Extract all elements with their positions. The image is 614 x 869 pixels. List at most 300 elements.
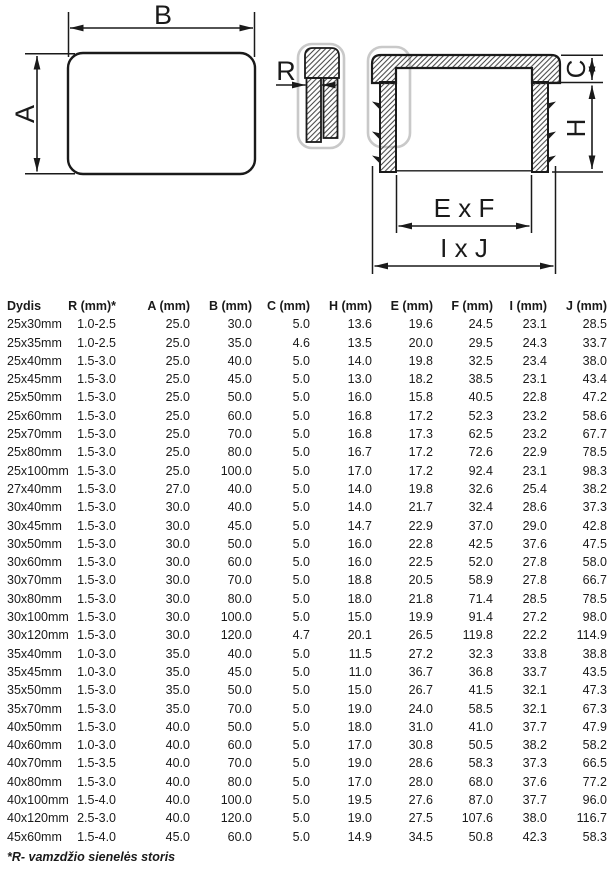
table-cell: 32.1 [522, 701, 547, 716]
table-cell: 37.7 [522, 793, 547, 808]
table-row [0, 608, 607, 626]
table-cell: 43.5 [582, 664, 607, 679]
table-cell: 5.0 [292, 317, 310, 332]
table-cell: 80.0 [227, 774, 252, 789]
table-cell: 5.0 [292, 372, 310, 387]
table-cell: 13.6 [347, 317, 372, 332]
table-cell: 35x45mm [7, 664, 62, 679]
table-cell: 1.5-3.0 [77, 445, 116, 460]
table-cell: 20.1 [347, 628, 372, 643]
table-row [0, 791, 607, 809]
table-row [0, 663, 607, 681]
table-cell: 35x50mm [7, 683, 62, 698]
table-cell: 40.0 [165, 793, 190, 808]
table-cell: 25x35mm [7, 335, 62, 350]
table-cell: 70.0 [227, 756, 252, 771]
table-cell: 78.5 [582, 445, 607, 460]
table-cell: 1.0-3.0 [77, 664, 116, 679]
table-cell: 4.7 [292, 628, 310, 643]
section-head-profile [305, 48, 339, 78]
table-cell: 40x50mm [7, 719, 62, 734]
table-cell: 5.0 [292, 463, 310, 478]
table-footnote: *R- vamzdžio sienelės storis [7, 849, 176, 864]
table-cell: 40.0 [227, 481, 252, 496]
table-cell: 25x70mm [7, 427, 62, 442]
table-cell: 4.6 [292, 335, 310, 350]
table-cell: 98.0 [582, 610, 607, 625]
table-cell: 17.3 [408, 427, 433, 442]
table-cell: 30.0 [165, 536, 190, 551]
table-cell: 30x45mm [7, 518, 62, 533]
table-cell: 114.9 [576, 628, 607, 643]
table-cell: 5.0 [292, 353, 310, 368]
table-cell: 38.2 [582, 481, 607, 496]
table-cell: 36.8 [468, 664, 493, 679]
table-cell: 62.5 [468, 427, 493, 442]
table-cell: 70.0 [227, 573, 252, 588]
table-cell: 5.0 [292, 811, 310, 826]
table-cell: 47.9 [582, 719, 607, 734]
label-ixj: I x J [440, 233, 488, 263]
table-cell: 1.5-3.0 [77, 481, 116, 496]
technical-drawing [0, 0, 614, 295]
table-cell: 71.4 [468, 591, 493, 606]
table-cell: 60.0 [227, 738, 252, 753]
table-cell: 60.0 [227, 555, 252, 570]
table-cell: 1.5-4.0 [77, 793, 116, 808]
table-cell: 32.1 [522, 683, 547, 698]
table-cell: 41.0 [468, 719, 493, 734]
table-cell: 5.0 [292, 500, 310, 515]
table-cell: 120.0 [220, 628, 252, 643]
table-row [0, 754, 607, 772]
table-cell: 38.0 [582, 353, 607, 368]
table-cell: 25.4 [522, 481, 547, 496]
table-cell: 24.0 [408, 701, 433, 716]
table-cell: 80.0 [227, 591, 252, 606]
table-cell: 21.7 [408, 500, 433, 515]
table-cell: 1.5-3.0 [77, 427, 116, 442]
table-cell: 19.8 [408, 353, 433, 368]
table-cell: 50.0 [227, 536, 252, 551]
table-cell: 16.8 [347, 408, 372, 423]
table-cell: 37.3 [522, 756, 547, 771]
table-cell: 14.0 [347, 353, 372, 368]
table-cell: 1.0-3.0 [77, 738, 116, 753]
table-cell: 25.0 [165, 335, 190, 350]
table-cell: 2.5-3.0 [77, 811, 116, 826]
table-cell: 1.5-3.0 [77, 701, 116, 716]
table-cell: 1.5-3.0 [77, 536, 116, 551]
table-cell: 47.3 [582, 683, 607, 698]
table-cell: 5.0 [292, 664, 310, 679]
table-cell: 25.0 [165, 427, 190, 442]
table-cell: 25x30mm [7, 317, 62, 332]
table-cell: 45.0 [227, 372, 252, 387]
table-cell: 43.4 [582, 372, 607, 387]
table-cell: 52.3 [468, 408, 493, 423]
table-cell: 35.0 [165, 683, 190, 698]
table-cell: 26.5 [408, 628, 433, 643]
table-cell: 45.0 [165, 829, 190, 844]
table-cell: 27x40mm [7, 481, 62, 496]
table-cell: 15.8 [408, 390, 433, 405]
column-header: A (mm) [147, 299, 190, 313]
table-cell: 19.0 [347, 756, 372, 771]
table-cell: 36.7 [408, 664, 433, 679]
table-cell: 25.0 [165, 317, 190, 332]
table-cell: 29.0 [522, 518, 547, 533]
table-cell: 27.8 [522, 555, 547, 570]
table-cell: 5.0 [292, 756, 310, 771]
table-cell: 30.0 [227, 317, 252, 332]
table-cell: 5.0 [292, 738, 310, 753]
table-cell: 19.5 [347, 793, 372, 808]
table-cell: 1.5-3.0 [77, 518, 116, 533]
table-cell: 14.0 [347, 500, 372, 515]
table-cell: 30x40mm [7, 500, 62, 515]
label-exf: E x F [433, 193, 495, 223]
table-cell: 5.0 [292, 481, 310, 496]
table-cell: 40.0 [227, 646, 252, 661]
table-cell: 58.3 [582, 829, 607, 844]
table-cell: 1.5-3.0 [77, 591, 116, 606]
table-cell: 20.0 [408, 335, 433, 350]
table-cell: 17.0 [347, 738, 372, 753]
table-cell: 5.0 [292, 555, 310, 570]
table-cell: 37.6 [522, 774, 547, 789]
table-cell: 42.3 [522, 829, 547, 844]
table-cell: 50.5 [468, 738, 493, 753]
table-cell: 20.5 [408, 573, 433, 588]
column-header: I (mm) [509, 299, 547, 313]
table-cell: 38.5 [468, 372, 493, 387]
column-header: F (mm) [451, 299, 493, 313]
table-cell: 5.0 [292, 591, 310, 606]
table-cell: 60.0 [227, 829, 252, 844]
table-row [0, 517, 607, 535]
table-row [0, 407, 607, 425]
table-cell: 5.0 [292, 445, 310, 460]
column-header: H (mm) [328, 299, 372, 313]
table-cell: 22.2 [522, 628, 547, 643]
table-row [0, 626, 607, 644]
table-cell: 30.0 [165, 591, 190, 606]
table-cell: 16.7 [347, 445, 372, 460]
left-wall-section [380, 82, 396, 172]
table-cell: 47.5 [582, 536, 607, 551]
table-cell: 40.0 [227, 500, 252, 515]
table-cell: 25x60mm [7, 408, 62, 423]
table-cell: 96.0 [582, 793, 607, 808]
table-cell: 67.3 [582, 701, 607, 716]
table-cell: 70.0 [227, 427, 252, 442]
table-cell: 116.7 [576, 811, 607, 826]
table-cell: 5.0 [292, 390, 310, 405]
table-row [0, 645, 607, 663]
table-cell: 1.5-3.0 [77, 555, 116, 570]
table-cell: 27.5 [408, 811, 433, 826]
table-cell: 14.9 [347, 829, 372, 844]
table-row [0, 370, 607, 388]
table-row [0, 443, 607, 461]
table-cell: 30.0 [165, 518, 190, 533]
side-section-view [276, 44, 344, 148]
table-cell: 40.0 [165, 756, 190, 771]
table-cell: 66.7 [582, 573, 607, 588]
table-cell: 42.5 [468, 536, 493, 551]
table-cell: 15.0 [347, 683, 372, 698]
table-cell: 58.6 [582, 408, 607, 423]
table-cell: 28.6 [408, 756, 433, 771]
cap-front-outline [68, 53, 255, 174]
table-cell: 34.5 [408, 829, 433, 844]
table-cell: 27.2 [408, 646, 433, 661]
table-cell: 23.1 [522, 317, 547, 332]
table-cell: 19.8 [408, 481, 433, 496]
table-cell: 1.0-2.5 [77, 317, 116, 332]
column-header: E (mm) [390, 299, 433, 313]
table-cell: 22.8 [408, 536, 433, 551]
table-cell: 58.5 [468, 701, 493, 716]
table-cell: 45.0 [227, 664, 252, 679]
table-cell: 1.5-3.0 [77, 719, 116, 734]
table-cell: 1.5-3.0 [77, 353, 116, 368]
table-row [0, 718, 607, 736]
table-cell: 14.0 [347, 481, 372, 496]
table-cell: 15.0 [347, 610, 372, 625]
table-cell: 70.0 [227, 701, 252, 716]
table-cell: 37.7 [522, 719, 547, 734]
table-cell: 1.5-3.0 [77, 390, 116, 405]
table-cell: 30.0 [165, 573, 190, 588]
table-cell: 28.6 [522, 500, 547, 515]
table-row [0, 590, 607, 608]
table-cell: 100.0 [220, 610, 252, 625]
table-cell: 25.0 [165, 463, 190, 478]
table-cell: 25.0 [165, 390, 190, 405]
table-row [0, 480, 607, 498]
table-cell: 16.0 [347, 390, 372, 405]
table-cell: 25x50mm [7, 390, 62, 405]
table-cell: 80.0 [227, 445, 252, 460]
table-cell: 1.5-3.0 [77, 408, 116, 423]
table-cell: 1.5-3.0 [77, 372, 116, 387]
table-cell: 35.0 [165, 701, 190, 716]
table-header-row [0, 297, 607, 315]
table-cell: 16.0 [347, 536, 372, 551]
table-cell: 5.0 [292, 408, 310, 423]
table-cell: 40x100mm [7, 793, 69, 808]
column-header: B (mm) [208, 299, 252, 313]
label-r: R [276, 56, 296, 86]
table-cell: 1.5-3.0 [77, 683, 116, 698]
table-cell: 1.0-2.5 [77, 335, 116, 350]
table-cell: 60.0 [227, 408, 252, 423]
table-row [0, 388, 607, 406]
table-cell: 40.0 [165, 774, 190, 789]
label-a: A [10, 104, 40, 124]
table-cell: 58.2 [582, 738, 607, 753]
table-cell: 38.2 [522, 738, 547, 753]
table-cell: 14.7 [347, 518, 372, 533]
cross-section-view [368, 47, 603, 274]
table-cell: 28.5 [582, 317, 607, 332]
table-cell: 33.7 [582, 335, 607, 350]
table-cell: 5.0 [292, 427, 310, 442]
table-cell: 5.0 [292, 573, 310, 588]
table-row [0, 535, 607, 553]
table-cell: 50.0 [227, 719, 252, 734]
table-cell: 13.0 [347, 372, 372, 387]
table-cell: 25.0 [165, 445, 190, 460]
table-row [0, 736, 607, 754]
table-cell: 22.8 [522, 390, 547, 405]
table-cell: 40x80mm [7, 774, 62, 789]
table-cell: 28.5 [522, 591, 547, 606]
table-cell: 1.5-3.0 [77, 463, 116, 478]
table-cell: 35x70mm [7, 701, 62, 716]
table-cell: 13.5 [347, 335, 372, 350]
table-cell: 33.8 [522, 646, 547, 661]
table-cell: 22.5 [408, 555, 433, 570]
table-cell: 5.0 [292, 536, 310, 551]
table-cell: 17.0 [347, 774, 372, 789]
front-view [10, 0, 255, 174]
table-cell: 41.5 [468, 683, 493, 698]
table-cell: 38.0 [522, 811, 547, 826]
table-cell: 25.0 [165, 353, 190, 368]
table-cell: 58.3 [468, 756, 493, 771]
table-cell: 37.0 [468, 518, 493, 533]
table-cell: 1.5-3.0 [77, 500, 116, 515]
table-cell: 17.2 [408, 408, 433, 423]
table-cell: 23.2 [522, 427, 547, 442]
table-cell: 77.2 [582, 774, 607, 789]
table-cell: 30.0 [165, 610, 190, 625]
table-cell: 1.5-3.0 [77, 628, 116, 643]
table-cell: 40x120mm [7, 811, 69, 826]
column-header: C (mm) [266, 299, 310, 313]
table-cell: 18.8 [347, 573, 372, 588]
table-cell: 17.2 [408, 445, 433, 460]
table-cell: 38.8 [582, 646, 607, 661]
section-wall-far [324, 78, 338, 138]
table-cell: 19.0 [347, 701, 372, 716]
table-cell: 1.5-3.0 [77, 610, 116, 625]
table-row [0, 352, 607, 370]
table-cell: 35.0 [165, 664, 190, 679]
table-cell: 30x60mm [7, 555, 62, 570]
table-row [0, 700, 607, 718]
table-cell: 87.0 [468, 793, 493, 808]
label-c: C [561, 59, 591, 79]
table-cell: 35x40mm [7, 646, 62, 661]
table-cell: 30.0 [165, 555, 190, 570]
table-cell: 30.0 [165, 628, 190, 643]
table-cell: 17.2 [408, 463, 433, 478]
table-cell: 50.0 [227, 683, 252, 698]
table-cell: 66.5 [582, 756, 607, 771]
label-h: H [561, 118, 591, 138]
table-cell: 1.0-3.0 [77, 646, 116, 661]
table-cell: 33.7 [522, 664, 547, 679]
table-cell: 58.9 [468, 573, 493, 588]
table-cell: 32.5 [468, 353, 493, 368]
table-cell: 30.0 [165, 500, 190, 515]
table-cell: 30x50mm [7, 536, 62, 551]
column-header: J (mm) [566, 299, 607, 313]
table-cell: 37.6 [522, 536, 547, 551]
column-header: Dydis [7, 299, 42, 313]
table-cell: 28.0 [408, 774, 433, 789]
table-row [0, 462, 607, 480]
table-cell: 40.0 [165, 811, 190, 826]
table-cell: 5.0 [292, 719, 310, 734]
table-row [0, 553, 607, 571]
table-cell: 50.8 [468, 829, 493, 844]
table-cell: 11.5 [348, 646, 372, 661]
table-cell: 18.2 [408, 372, 433, 387]
table-row [0, 334, 607, 352]
table-cell: 5.0 [292, 683, 310, 698]
table-cell: 78.5 [582, 591, 607, 606]
table-body [0, 315, 607, 846]
table-cell: 16.8 [347, 427, 372, 442]
table-cell: 16.0 [347, 555, 372, 570]
table-cell: 50.0 [227, 390, 252, 405]
table-cell: 1.5-3.5 [77, 756, 116, 771]
table-cell: 25x40mm [7, 353, 62, 368]
table-cell: 19.9 [408, 610, 433, 625]
table-cell: 42.8 [582, 518, 607, 533]
table-cell: 92.4 [468, 463, 493, 478]
table-cell: 11.0 [348, 664, 372, 679]
table-cell: 30.8 [408, 738, 433, 753]
table-cell: 5.0 [292, 518, 310, 533]
table-cell: 19.0 [347, 811, 372, 826]
table-cell: 30x120mm [7, 628, 69, 643]
table-cell: 25x80mm [7, 445, 62, 460]
table-cell: 40.5 [468, 390, 493, 405]
table-cell: 19.6 [408, 317, 433, 332]
table-row [0, 571, 607, 589]
table-cell: 40x60mm [7, 738, 62, 753]
column-header: R (mm)* [68, 299, 116, 313]
table-cell: 23.2 [522, 408, 547, 423]
table-cell: 40.0 [165, 738, 190, 753]
table-row [0, 315, 607, 333]
label-b: B [153, 0, 173, 30]
table-cell: 91.4 [468, 610, 493, 625]
table-cell: 24.5 [468, 317, 493, 332]
table-cell: 32.4 [468, 500, 493, 515]
table-cell: 21.8 [408, 591, 433, 606]
table-cell: 1.5-4.0 [77, 829, 116, 844]
table-cell: 27.8 [522, 573, 547, 588]
table-cell: 107.6 [461, 811, 493, 826]
table-cell: 40.0 [165, 719, 190, 734]
table-cell: 5.0 [292, 793, 310, 808]
table-cell: 25x45mm [7, 372, 62, 387]
table-cell: 45x60mm [7, 829, 62, 844]
table-row [0, 681, 607, 699]
table-cell: 119.8 [462, 628, 493, 643]
table-cell: 25.0 [165, 408, 190, 423]
table-cell: 30x70mm [7, 573, 62, 588]
table-cell: 5.0 [292, 610, 310, 625]
table-cell: 98.3 [582, 463, 607, 478]
